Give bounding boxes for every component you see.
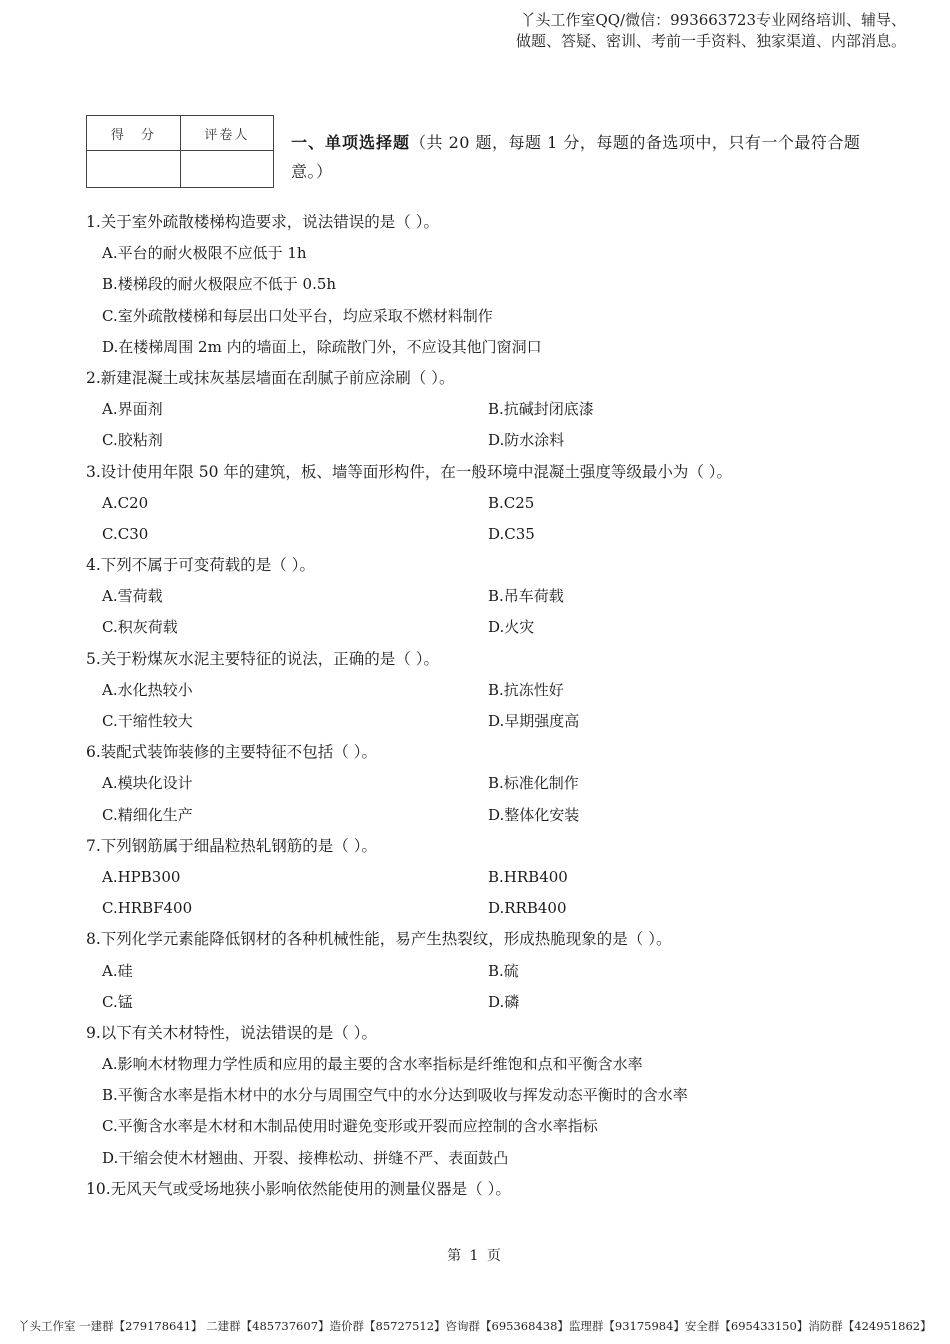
- option: A.模块化设计: [102, 774, 193, 793]
- question-stem: 5.关于粉煤灰水泥主要特征的说法，正确的是（ ）。: [86, 649, 439, 668]
- option-row: [86, 987, 886, 1018]
- page-number: 第 1 页: [447, 1248, 503, 1264]
- question-stem: 10.无风天气或受场地狭小影响依然能使用的测量仪器是（ ）。: [86, 1179, 511, 1198]
- option: D.在楼梯周围 2m 内的墙面上，除疏散门外，不应设其他门窗洞口: [102, 337, 542, 356]
- header-note: [516, 10, 906, 52]
- question-stem: 2.新建混凝土或抹灰基层墙面在刮腻子前应涂刷（ ）。: [86, 368, 455, 387]
- option: A.影响木材物理力学性质和应用的最主要的含水率指标是纤维饱和点和平衡含水率: [102, 1055, 643, 1074]
- section-title: [291, 128, 881, 186]
- option: B.C25: [488, 493, 535, 512]
- option: C.C30: [102, 524, 149, 543]
- option-row: [86, 800, 886, 831]
- option: C.胶粘剂: [102, 431, 163, 450]
- option: A.平台的耐火极限不应低于 1h: [102, 244, 307, 263]
- question-stem: 9.以下有关木材特性，说法错误的是（ ）。: [86, 1023, 377, 1042]
- grader-label: 评卷人: [180, 116, 273, 151]
- option: A.界面剂: [102, 400, 163, 419]
- option: D.整体化安装: [488, 805, 580, 824]
- option: A.硅: [102, 961, 133, 980]
- option: B.抗冻性好: [488, 680, 564, 699]
- option-row: [86, 706, 886, 737]
- header-line-2: 做题、答疑、密训、考前一手资料、独家渠道、内部消息。: [515, 32, 906, 50]
- option: B.标准化制作: [488, 774, 579, 793]
- option: B.吊车荷载: [488, 587, 564, 606]
- header-line-1: 丫头工作室QQ/微信：993663723专业网络培训、辅导、: [520, 11, 906, 29]
- option-row: [86, 675, 886, 706]
- option: C.室外疏散楼梯和每层出口处平台，均应采取不燃材料制作: [102, 306, 493, 325]
- option-row: [86, 956, 886, 987]
- option: A.HPB300: [102, 867, 181, 886]
- option: B.硫: [488, 961, 519, 980]
- option-row: [86, 519, 886, 550]
- section-title-bold: 一、单项选择题: [291, 133, 411, 152]
- option: A.C20: [102, 493, 149, 512]
- option: B.抗碱封闭底漆: [488, 400, 594, 419]
- option: D.早期强度高: [488, 712, 580, 730]
- score-cell: [87, 151, 181, 188]
- option: C.干缩性较大: [102, 712, 193, 730]
- option: A.雪荷载: [102, 587, 163, 606]
- option: B.平衡含水率是指木材中的水分与周围空气中的水分达到吸收与挥发动态平衡时的含水率: [102, 1086, 688, 1105]
- question-stem: 3.设计使用年限 50 年的建筑，板、墙等面形构件，在一般环境中混凝土强度等级最小为（ ）。: [86, 462, 733, 481]
- option-row: [86, 612, 886, 643]
- option-row: [86, 768, 886, 799]
- score-label: 得 分: [87, 116, 181, 151]
- option-row: [86, 893, 886, 924]
- option-row: [86, 862, 886, 893]
- footer-note: 丫头工作室 一建群【279178641】 二建群【485737607】造价群【85727512】咨询群【695368438】监理群【93175984】安全群【695433150】消防群【424951862】: [18, 1319, 932, 1333]
- option: D.RRB400: [488, 899, 567, 918]
- option: B.HRB400: [488, 867, 568, 886]
- option: D.磷: [488, 992, 520, 1011]
- option: C.锰: [102, 992, 133, 1011]
- question-stem: 6.装配式装饰装修的主要特征不包括（ ）。: [86, 743, 377, 762]
- option: C.积灰荷载: [102, 618, 178, 637]
- option-row: [86, 394, 886, 425]
- question-stem: 7.下列钢筋属于细晶粒热轧钢筋的是（ ）。: [86, 836, 377, 855]
- section-title-rest: （共 20 题，每题 1 分，每题的备选项中，只有一个最符合题意。）: [291, 133, 861, 181]
- option: C.HRBF400: [102, 899, 193, 918]
- option: C.精细化生产: [102, 805, 193, 824]
- option: A.水化热较小: [102, 680, 193, 699]
- option: D.火灾: [488, 618, 535, 637]
- option-row: [86, 425, 886, 456]
- question-stem: 4.下列不属于可变荷载的是（ ）。: [86, 556, 315, 575]
- score-box: [86, 115, 274, 188]
- option: D.防水涂料: [488, 431, 565, 450]
- option: B.楼梯段的耐火极限应不低于 0.5h: [102, 275, 337, 294]
- option: C.平衡含水率是木材和木制品使用时避免变形或开裂而应控制的含水率指标: [102, 1117, 598, 1136]
- grader-cell: [180, 151, 273, 188]
- option: D.C35: [488, 524, 535, 543]
- question-stem: 1.关于室外疏散楼梯构造要求，说法错误的是（ ）。: [86, 213, 439, 231]
- question-stem: 8.下列化学元素能降低钢材的各种机械性能，易产生热裂纹，形成热脆现象的是（ ）。: [86, 930, 672, 949]
- option-row: [86, 488, 886, 519]
- option-row: [86, 581, 886, 612]
- option: D.干缩会使木材翘曲、开裂、接榫松动、拼缝不严、表面鼓凸: [102, 1148, 509, 1167]
- question-list: [86, 207, 886, 1205]
